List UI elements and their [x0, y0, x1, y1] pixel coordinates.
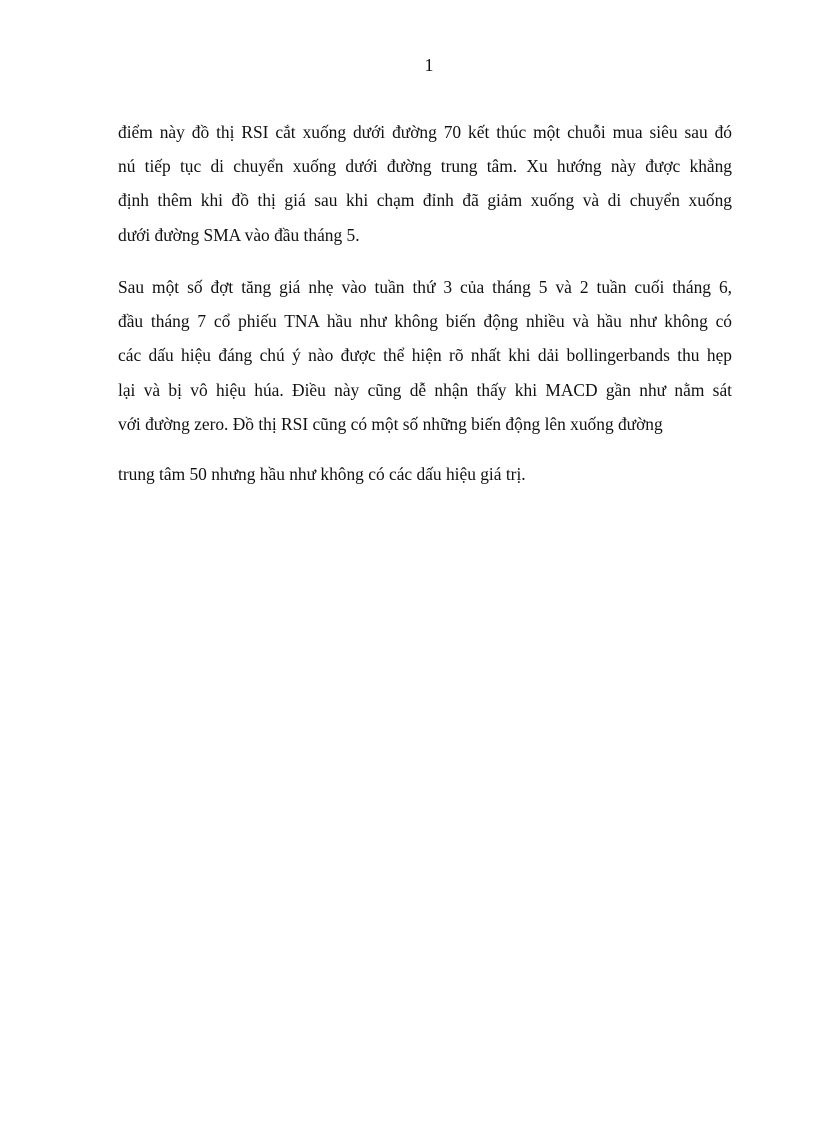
- paragraph-2: [118, 270, 732, 441]
- text-line: nú tiếp tục di chuyển xuống dưới đường trung tâm. Xu hướng này được khẳng: [118, 156, 732, 177]
- text-line: dưới đường SMA vào đầu tháng 5.: [118, 224, 360, 245]
- text-line: lại và bị vô hiệu húa. Điều này cũng dễ nhận thấy khi MACD gần như nằm sát: [118, 379, 732, 400]
- text-line: các dấu hiệu đáng chú ý nào được thể hiện rõ nhất khi dải bollingerbands thu hẹp: [118, 345, 732, 366]
- text-line: điểm này đồ thị RSI cắt xuống dưới đường 70 kết thúc một chuỗi mua siêu sau đó: [118, 122, 732, 142]
- text-line: đầu tháng 7 cổ phiếu TNA hầu như không biến động nhiều và hầu như không có: [118, 311, 732, 332]
- text-line: trung tâm 50 nhưng hầu như không có các dấu hiệu giá trị.: [118, 464, 526, 484]
- paragraph-1: [118, 115, 732, 252]
- text-line: định thêm khi đồ thị giá sau khi chạm đỉnh đã giảm xuống và di chuyển xuống: [118, 190, 732, 211]
- page-number: 1: [424, 55, 434, 75]
- text-line: với đường zero. Đồ thị RSI cũng có một số những biến động lên xuống đường: [118, 413, 663, 434]
- text-line: Sau một số đợt tăng giá nhẹ vào tuần thứ 3 của tháng 5 và 2 tuần cuối tháng 6,: [118, 277, 732, 297]
- paragraph-3: [118, 457, 732, 491]
